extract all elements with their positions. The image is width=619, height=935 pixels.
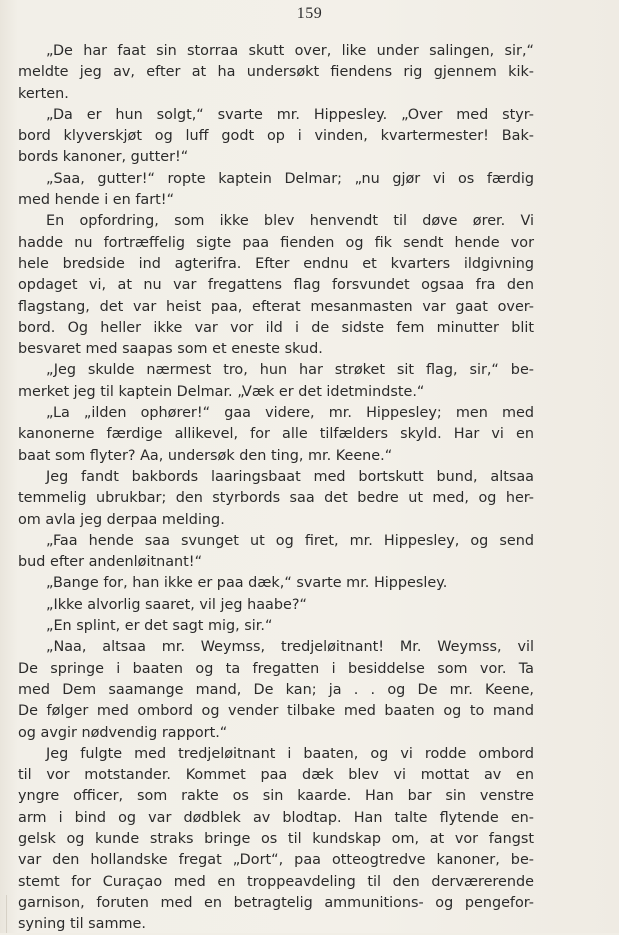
text-line: kanonerne færdige allikevel, for alle tilfælders skyld. Har vi en (18, 426, 534, 443)
text-line: besvaret med saapas som et eneste skud. (18, 341, 323, 358)
text-line: „De har faat sin storraa skutt over, like under salingen, sir,“ (46, 43, 534, 59)
text-line: hadde nu fortræffelig sigte paa fienden og fik sendt hende vor (18, 234, 534, 251)
text-line: med Dem saamange mand, De kan; ja . . og De mr. Keene, (18, 681, 534, 698)
text-line: bord. Og heller ikke var vor ild i de sidste fem minutter blit (18, 319, 534, 336)
text-line: merket jeg til kaptein Delmar. „Væk er det idetmindste.“ (18, 383, 425, 400)
text-line: „Jeg skulde nærmest tro, hun har strøket sit flag, sir,“ be- (46, 362, 534, 379)
text-line: opdaget vi, at nu var fregattens flag forsvundet ogsaa fra den (18, 277, 534, 294)
text-line: var den hollandske fregat „Dort“, paa otteogtredve kanoner, be- (18, 852, 534, 869)
text-line: og avgir nødvendig rapport.“ (18, 724, 228, 741)
text-line: Jeg fandt bakbords laaringsbaat med bortskutt bund, altsaa (46, 468, 534, 485)
text-line: stemt for Curaçao med en troppeavdeling til den derværerende (18, 873, 534, 890)
text-line: En opfordring, som ikke blev henvendt til døve ører. Vi (46, 213, 534, 230)
text-line: til vor motstander. Kommet paa dæk blev vi mottat av en (18, 767, 534, 784)
text-line: „Ikke alvorlig saaret, vil jeg haabe?“ (46, 596, 307, 613)
text-line: om avla jeg derpaa melding. (18, 511, 225, 528)
text-line: meldte jeg av, efter at ha undersøkt fiendens rig gjennem kik- (18, 64, 534, 81)
text-line: „La „ilden ophører!“ gaa videre, mr. Hippesley; men med (46, 405, 534, 422)
text-line: yngre officer, som rakte os sin kaarde. Han bar sin venstre (18, 788, 534, 805)
text-line: hele bredside ind agterifra. Efter endnu et kvarters ildgivning (18, 255, 534, 272)
text-line: „Bange for, han ikke er paa dæk,“ svarte mr. Hippesley. (46, 575, 448, 592)
text-line: med hende i en fart!“ (18, 192, 175, 209)
text-line: arm i bind og var dødblek av blodtap. Han talte flytende en- (18, 809, 534, 826)
text-line: bords kanoner, gutter!“ (18, 149, 189, 166)
text-line: „Saa, gutter!“ ropte kaptein Delmar; „nu gjør vi os færdig (46, 170, 534, 187)
page-number: 159 (296, 5, 323, 22)
margin-mark (6, 895, 7, 933)
text-line: „En splint, er det sagt mig, sir.“ (46, 618, 273, 635)
text-line: De følger med ombord og vender tilbake med baaten og to mand (18, 703, 534, 720)
body-text (18, 41, 534, 935)
text-line: kerten. (18, 85, 69, 102)
text-line: garnison, foruten med en betragtelig ammunitions- og pengefor- (18, 894, 534, 911)
text-line: bud efter andenløitnant!“ (18, 554, 203, 571)
text-line: De springe i baaten og ta fregatten i besiddelse som vor. Ta (18, 660, 534, 677)
text-line: bord klyverskjøt og luff godt op i vinden, kvartermester! Bak- (18, 128, 534, 145)
text-line: „Naa, altsaa mr. Weymss, tredjeløitnant! Mr. Weymss, vil (46, 639, 534, 656)
text-line: Jeg fulgte med tredjeløitnant i baaten, og vi rodde ombord (46, 745, 534, 762)
text-line: „Da er hun solgt,“ svarte mr. Hippesley. „Over med styr- (46, 106, 534, 123)
text-line: flagstang, det var heist paa, efterat mesanmasten var gaat over- (18, 298, 534, 315)
text-line: baat som flyter? Aa, undersøk den ting, mr. Keene.“ (18, 447, 393, 464)
text-line: „Faa hende saa svunget ut og firet, mr. Hippesley, og send (46, 532, 534, 549)
text-line: syning til samme. (18, 916, 146, 933)
text-line: gelsk og kunde straks bringe os til kundskap om, at vor fangst (18, 830, 534, 847)
text-line: temmelig ubrukbar; den styrbords saa det bedre ut med, og her- (18, 490, 534, 507)
